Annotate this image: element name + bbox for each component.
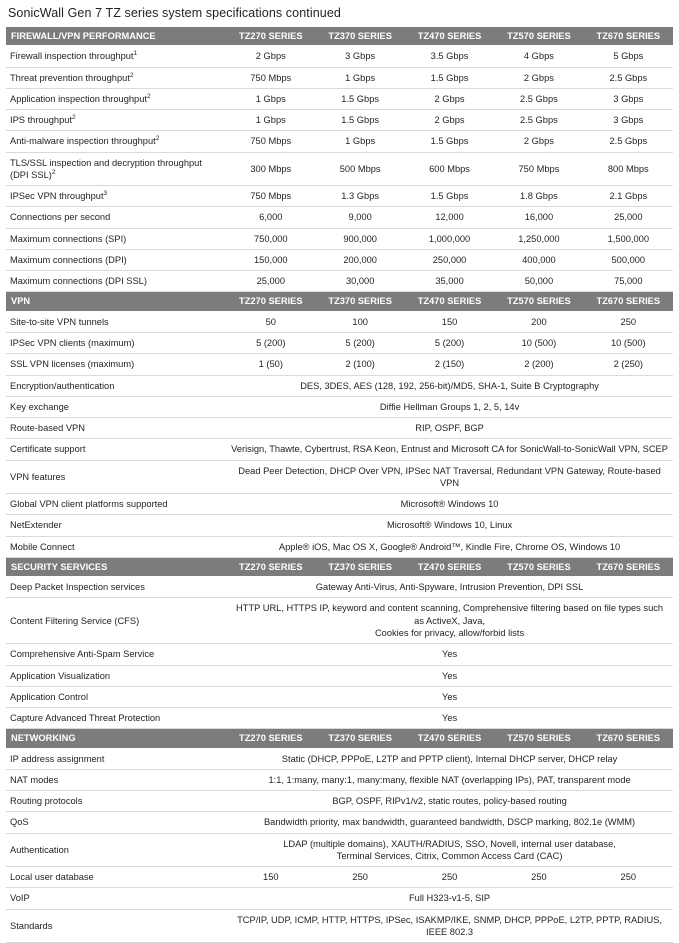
row-value: 250 <box>315 867 404 888</box>
section-header-label: VPN <box>6 292 226 311</box>
row-value: 1 Gbps <box>315 131 404 152</box>
table-row <box>6 812 673 833</box>
row-value: 2.1 Gbps <box>584 186 673 207</box>
column-header: TZ570 SERIES <box>494 558 583 577</box>
table-row <box>6 748 673 769</box>
section-header-label: NETWORKING <box>6 729 226 748</box>
row-value: 400,000 <box>494 249 583 270</box>
row-label: Maximum connections (DPI SSL) <box>6 271 226 292</box>
row-value-spanning: Full H323-v1-5, SIP <box>226 888 673 909</box>
table-row <box>6 791 673 812</box>
row-value: 600 Mbps <box>405 152 494 186</box>
row-label: Standards <box>6 909 226 943</box>
row-value: 1.5 Gbps <box>405 186 494 207</box>
row-value-spanning: Yes <box>226 644 673 665</box>
row-label: Application inspection throughput$^2$ <box>6 88 226 109</box>
row-value: 75,000 <box>584 271 673 292</box>
row-value: 2.5 Gbps <box>584 131 673 152</box>
table-row <box>6 686 673 707</box>
column-header: TZ670 SERIES <box>584 558 673 577</box>
row-value: 5 (200) <box>315 332 404 353</box>
column-header: TZ670 SERIES <box>584 729 673 748</box>
row-value: 2 Gbps <box>494 131 583 152</box>
row-value-spanning: Gateway Anti-Virus, Anti-Spyware, Intrusion Prevention, DPI SSL <box>226 577 673 598</box>
row-value: 750 Mbps <box>226 186 315 207</box>
section-security-services <box>6 558 673 729</box>
footnote-marker: 2 <box>129 71 134 79</box>
row-value: 50,000 <box>494 271 583 292</box>
table-row <box>6 396 673 417</box>
row-value: 3 Gbps <box>584 88 673 109</box>
row-value: 10 (500) <box>584 332 673 353</box>
row-label: Certificate support <box>6 439 226 460</box>
table-row <box>6 67 673 88</box>
column-header: TZ370 SERIES <box>315 729 404 748</box>
row-value: 250 <box>405 867 494 888</box>
row-value: 2 (200) <box>494 354 583 375</box>
row-value-spanning: TCP/IP, UDP, ICMP, HTTP, HTTPS, IPSec, ISAKMP/IKE, SNMP, DHCP, PPPoE, L2TP, PPTP, RADIUS, IEEE 802.3 <box>226 909 673 943</box>
row-value: 6,000 <box>226 207 315 228</box>
row-value-spanning: Yes <box>226 708 673 729</box>
row-value-spanning: Verisign, Thawte, Cybertrust, RSA Keon, Entrust and Microsoft CA for SonicWall-to-SonicWall VPN, SCEP <box>226 439 673 460</box>
table-row <box>6 418 673 439</box>
row-value-spanning: HTTP URL, HTTPS IP, keyword and content scanning, Comprehensive filtering based on file types such as ActiveX, Java, Cookies for privacy, allow/forbid lists <box>226 598 673 644</box>
table-row <box>6 332 673 353</box>
row-value: 2.5 Gbps <box>584 67 673 88</box>
table-row <box>6 249 673 270</box>
table-row <box>6 186 673 207</box>
row-value: 25,000 <box>584 207 673 228</box>
column-header: TZ470 SERIES <box>405 558 494 577</box>
row-value: 50 <box>226 311 315 332</box>
table-row <box>6 46 673 67</box>
table-row <box>6 833 673 867</box>
row-value: 3 Gbps <box>315 46 404 67</box>
table-row <box>6 207 673 228</box>
footnote-marker: 2 <box>155 135 160 143</box>
row-value: 2.5 Gbps <box>494 88 583 109</box>
row-value: 2 Gbps <box>405 88 494 109</box>
table-row <box>6 88 673 109</box>
footnote-marker: 2 <box>51 168 56 176</box>
row-label: Comprehensive Anti-Spam Service <box>6 644 226 665</box>
row-value: 1.5 Gbps <box>405 67 494 88</box>
row-value: 5 (200) <box>405 332 494 353</box>
row-value: 900,000 <box>315 228 404 249</box>
row-label: Site-to-site VPN tunnels <box>6 311 226 332</box>
row-label: IPSec VPN throughput$^3$ <box>6 186 226 207</box>
section-firewall-vpn-performance <box>6 27 673 292</box>
table-row <box>6 110 673 131</box>
table-row <box>6 375 673 396</box>
section-header-row <box>6 558 673 577</box>
row-value: 750 Mbps <box>494 152 583 186</box>
row-label: Local user database <box>6 867 226 888</box>
row-value: 150,000 <box>226 249 315 270</box>
row-label: Key exchange <box>6 396 226 417</box>
footnote-marker: 1 <box>133 50 138 58</box>
row-value-spanning: BGP, OSPF, RIPv1/v2, static routes, policy-based routing <box>226 791 673 812</box>
column-header: TZ570 SERIES <box>494 27 583 46</box>
row-label: NetExtender <box>6 515 226 536</box>
row-value: 1,250,000 <box>494 228 583 249</box>
row-label: IP address assignment <box>6 748 226 769</box>
table-row <box>6 460 673 494</box>
table-row <box>6 577 673 598</box>
row-value: 5 Gbps <box>584 46 673 67</box>
row-value: 2.5 Gbps <box>494 110 583 131</box>
table-row <box>6 271 673 292</box>
section-networking <box>6 729 673 943</box>
spec-table <box>6 27 673 292</box>
row-value: 1.8 Gbps <box>494 186 583 207</box>
row-value: 250 <box>584 311 673 332</box>
row-value: 1,000,000 <box>405 228 494 249</box>
row-value: 2 Gbps <box>494 67 583 88</box>
spec-table <box>6 558 673 729</box>
row-value: 3.5 Gbps <box>405 46 494 67</box>
section-header-label: FIREWALL/VPN PERFORMANCE <box>6 27 226 46</box>
row-value: 3 Gbps <box>584 110 673 131</box>
row-label: Routing protocols <box>6 791 226 812</box>
row-value-spanning: Diffie Hellman Groups 1, 2, 5, 14v <box>226 396 673 417</box>
row-value: 1.3 Gbps <box>315 186 404 207</box>
table-row <box>6 867 673 888</box>
table-row <box>6 708 673 729</box>
row-value: 250 <box>494 867 583 888</box>
row-value: 16,000 <box>494 207 583 228</box>
column-header: TZ470 SERIES <box>405 729 494 748</box>
row-label: Maximum connections (DPI) <box>6 249 226 270</box>
table-row <box>6 439 673 460</box>
row-value: 100 <box>315 311 404 332</box>
table-row <box>6 909 673 943</box>
table-row <box>6 228 673 249</box>
row-value: 1.5 Gbps <box>315 110 404 131</box>
row-label: Application Control <box>6 686 226 707</box>
row-value: 800 Mbps <box>584 152 673 186</box>
row-label: Anti-malware inspection throughput$^2$ <box>6 131 226 152</box>
row-value: 25,000 <box>226 271 315 292</box>
row-value-spanning: Yes <box>226 686 673 707</box>
row-value: 500,000 <box>584 249 673 270</box>
column-header: TZ670 SERIES <box>584 292 673 311</box>
column-header: TZ270 SERIES <box>226 558 315 577</box>
row-value: 150 <box>405 311 494 332</box>
row-label: Maximum connections (SPI) <box>6 228 226 249</box>
row-label: Capture Advanced Threat Protection <box>6 708 226 729</box>
row-value: 750,000 <box>226 228 315 249</box>
column-header: TZ670 SERIES <box>584 27 673 46</box>
row-value: 1 (50) <box>226 354 315 375</box>
spec-tables <box>6 27 673 943</box>
section-header-row <box>6 27 673 46</box>
row-label: Content Filtering Service (CFS) <box>6 598 226 644</box>
row-label: NAT modes <box>6 769 226 790</box>
table-row <box>6 354 673 375</box>
row-label: QoS <box>6 812 226 833</box>
column-header: TZ270 SERIES <box>226 27 315 46</box>
column-header: TZ570 SERIES <box>494 729 583 748</box>
row-value-spanning: Dead Peer Detection, DHCP Over VPN, IPSec NAT Traversal, Redundant VPN Gateway, Route-based VPN <box>226 460 673 494</box>
row-value: 1,500,000 <box>584 228 673 249</box>
spec-table <box>6 729 673 943</box>
row-label: Deep Packet Inspection services <box>6 577 226 598</box>
column-header: TZ570 SERIES <box>494 292 583 311</box>
row-value: 2 Gbps <box>226 46 315 67</box>
row-value-spanning: DES, 3DES, AES (128, 192, 256-bit)/MD5, SHA-1, Suite B Cryptography <box>226 375 673 396</box>
row-value-spanning: Apple® iOS, Mac OS X, Google® Android™, Kindle Fire, Chrome OS, Windows 10 <box>226 536 673 557</box>
row-value: 200 <box>494 311 583 332</box>
row-value: 2 (250) <box>584 354 673 375</box>
row-label: TLS/SSL inspection and decryption throughput (DPI SSL)$^2$ <box>6 152 226 186</box>
row-label: Authentication <box>6 833 226 867</box>
row-value-spanning: LDAP (multiple domains), XAUTH/RADIUS, SSO, Novell, internal user database, Terminal Services, Citrix, Common Access Card (CAC) <box>226 833 673 867</box>
row-value: 300 Mbps <box>226 152 315 186</box>
row-value-spanning: Static (DHCP, PPPoE, L2TP and PPTP client), Internal DHCP server, DHCP relay <box>226 748 673 769</box>
row-value-spanning: RIP, OSPF, BGP <box>226 418 673 439</box>
section-vpn <box>6 292 673 557</box>
row-label: IPS throughput$^2$ <box>6 110 226 131</box>
table-row <box>6 769 673 790</box>
table-row <box>6 665 673 686</box>
table-row <box>6 644 673 665</box>
spec-table <box>6 292 673 557</box>
row-value: 1 Gbps <box>226 88 315 109</box>
row-label: Connections per second <box>6 207 226 228</box>
page-title: SonicWall Gen 7 TZ series system specifications continued <box>8 6 341 20</box>
row-value-spanning: Microsoft® Windows 10 <box>226 494 673 515</box>
row-label: Firewall inspection throughput$^1$ <box>6 46 226 67</box>
row-value: 10 (500) <box>494 332 583 353</box>
row-label: Mobile Connect <box>6 536 226 557</box>
row-value: 1 Gbps <box>226 110 315 131</box>
row-value: 1 Gbps <box>315 67 404 88</box>
table-row <box>6 152 673 186</box>
section-header-row <box>6 292 673 311</box>
column-header: TZ270 SERIES <box>226 292 315 311</box>
column-header: TZ470 SERIES <box>405 27 494 46</box>
row-label: Application Visualization <box>6 665 226 686</box>
row-value: 1.5 Gbps <box>315 88 404 109</box>
footnote-marker: 3 <box>103 190 108 198</box>
row-value-spanning: Microsoft® Windows 10, Linux <box>226 515 673 536</box>
table-row <box>6 131 673 152</box>
row-value: 2 (100) <box>315 354 404 375</box>
row-value: 2 Gbps <box>405 110 494 131</box>
column-header: TZ370 SERIES <box>315 558 404 577</box>
row-value-spanning: Bandwidth priority, max bandwidth, guaranteed bandwidth, DSCP marking, 802.1e (WMM) <box>226 812 673 833</box>
column-header: TZ470 SERIES <box>405 292 494 311</box>
row-label: VoIP <box>6 888 226 909</box>
row-label: Global VPN client platforms supported <box>6 494 226 515</box>
row-label: SSL VPN licenses (maximum) <box>6 354 226 375</box>
row-value: 35,000 <box>405 271 494 292</box>
row-value: 2 (150) <box>405 354 494 375</box>
table-row <box>6 598 673 644</box>
row-value: 750 Mbps <box>226 131 315 152</box>
table-row <box>6 888 673 909</box>
row-label: Route-based VPN <box>6 418 226 439</box>
row-value: 250 <box>584 867 673 888</box>
row-value: 1.5 Gbps <box>405 131 494 152</box>
footnote-marker: 2 <box>72 113 76 121</box>
row-value: 5 (200) <box>226 332 315 353</box>
row-value: 250,000 <box>405 249 494 270</box>
column-header: TZ270 SERIES <box>226 729 315 748</box>
row-value: 500 Mbps <box>315 152 404 186</box>
row-label: VPN features <box>6 460 226 494</box>
row-value: 9,000 <box>315 207 404 228</box>
row-value: 12,000 <box>405 207 494 228</box>
row-value-spanning: 1:1, 1:many, many:1, many:many, flexible NAT (overlapping IPs), PAT, transparent mode <box>226 769 673 790</box>
section-header-label: SECURITY SERVICES <box>6 558 226 577</box>
row-value: 200,000 <box>315 249 404 270</box>
table-row <box>6 536 673 557</box>
section-header-row <box>6 729 673 748</box>
row-label: Encryption/authentication <box>6 375 226 396</box>
table-row <box>6 494 673 515</box>
row-label: IPSec VPN clients (maximum) <box>6 332 226 353</box>
footnote-marker: 2 <box>146 92 151 100</box>
row-label: Threat prevention throughput$^2$ <box>6 67 226 88</box>
column-header: TZ370 SERIES <box>315 292 404 311</box>
row-value: 750 Mbps <box>226 67 315 88</box>
row-value: 4 Gbps <box>494 46 583 67</box>
row-value: 30,000 <box>315 271 404 292</box>
row-value-spanning: Yes <box>226 665 673 686</box>
row-value: 150 <box>226 867 315 888</box>
table-row <box>6 515 673 536</box>
column-header: TZ370 SERIES <box>315 27 404 46</box>
table-row <box>6 311 673 332</box>
